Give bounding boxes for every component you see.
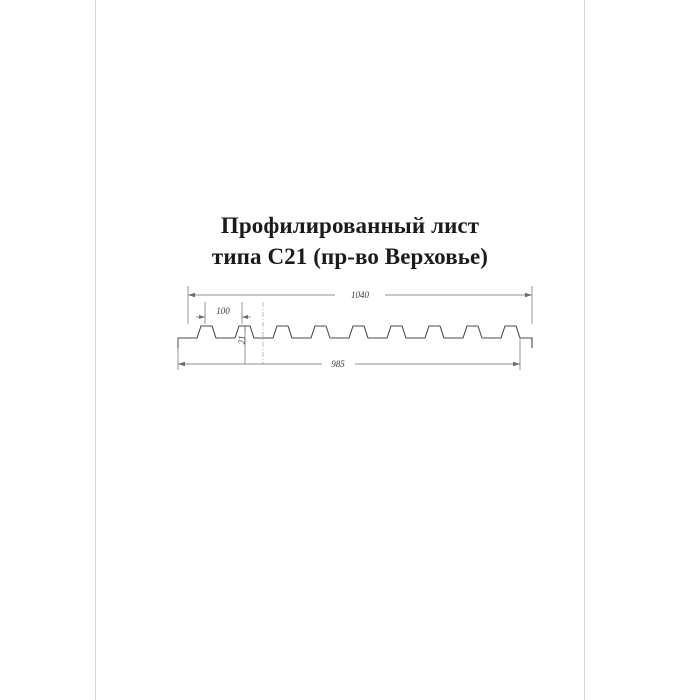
page-title-line-2: типа С21 (пр-во Верховье) [211,244,489,269]
page-title [0,210,700,272]
dimension-label-rib-pitch: 100 [216,306,230,316]
dimension-label-rib-height: 21 [237,335,247,345]
page-title-line-1: Профилированный лист [220,213,480,238]
dimension-label-useful-width: 985 [331,359,345,369]
profile-drawing [150,278,550,388]
sheet-profile-outline [178,326,532,348]
dimension-label-total-width: 1040 [351,290,369,300]
dimension-useful-width [178,335,520,370]
